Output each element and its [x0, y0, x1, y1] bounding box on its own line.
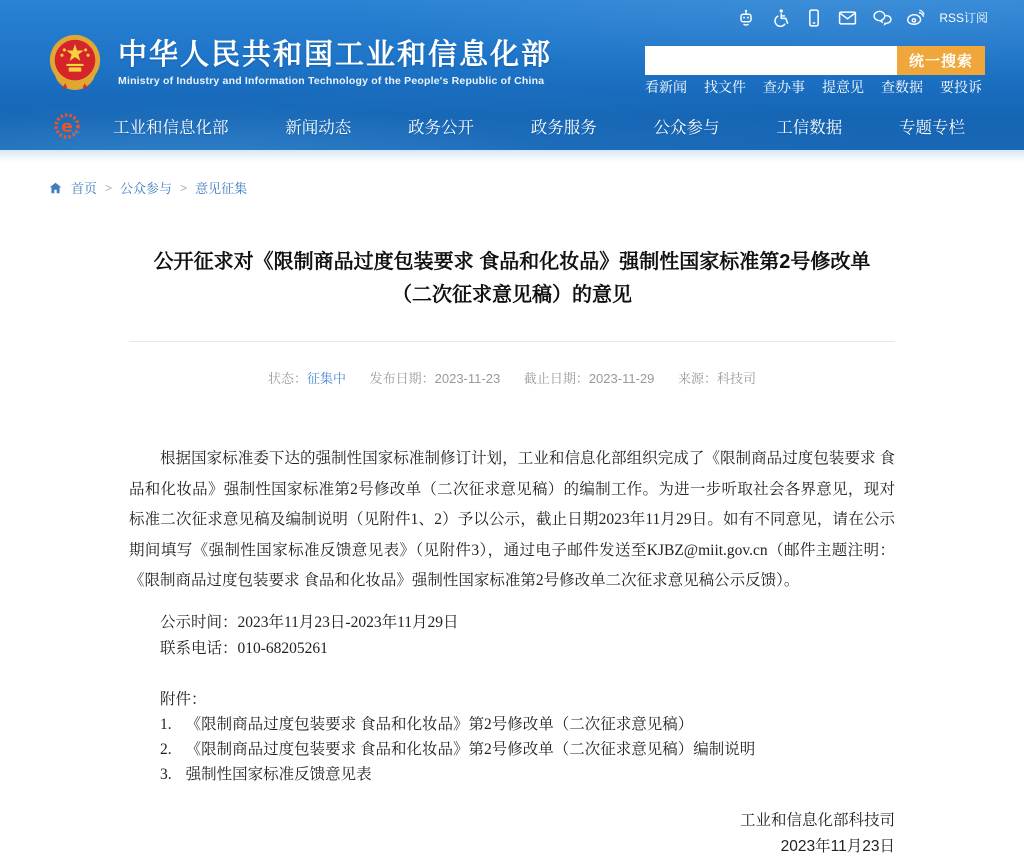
- site-banner: [0, 0, 1024, 150]
- main-nav: [0, 102, 1024, 150]
- breadcrumb-home[interactable]: 首页: [71, 181, 98, 196]
- mobile-icon[interactable]: [803, 7, 824, 28]
- attachment-item-1[interactable]: 1. 《限制商品过度包装要求 食品和化妆品》第2号修改单（二次征求意见稿）: [160, 715, 694, 733]
- brand: [46, 33, 552, 91]
- meta-source: 来源：科技司: [678, 371, 757, 386]
- breadcrumb: [48, 178, 1024, 197]
- nav-item-gov-service[interactable]: 政务服务: [530, 119, 597, 137]
- nav-item-gov-open[interactable]: 政务公开: [408, 119, 474, 137]
- nav-item-miit[interactable]: 工业和信息化部: [113, 119, 229, 137]
- contact-phone-line: 联系电话：010-68205261: [160, 639, 328, 657]
- meta-status: 状态：征集中: [267, 371, 346, 386]
- search-input[interactable]: [645, 46, 897, 75]
- notice-time-line: 公示时间：2023年11月23日-2023年11月29日: [160, 613, 459, 631]
- nav-item-public-participation[interactable]: 公众参与: [653, 119, 720, 137]
- svg-text:e: e: [61, 117, 73, 137]
- attachment-link-3[interactable]: 强制性国家标准反馈意见表: [185, 765, 372, 783]
- breadcrumb-public-participation[interactable]: 公众参与: [120, 181, 173, 196]
- meta-deadline-date: 截止日期：2023-11-29: [523, 371, 655, 386]
- article-title: [129, 246, 895, 312]
- article-title-line1: 公开征求对《限制商品过度包装要求 食品和化妆品》强制性国家标准第2号修改单: [153, 251, 871, 273]
- site-title: 中华人民共和国工业和信息化部: [118, 38, 553, 71]
- unified-search-button[interactable]: 统一搜索: [897, 46, 985, 75]
- wechat-icon[interactable]: [871, 7, 892, 28]
- title-divider: [129, 341, 895, 342]
- quick-link-news[interactable]: 看新闻: [645, 79, 687, 95]
- mail-icon[interactable]: [837, 7, 858, 28]
- signature-date: 2023年11月23日: [780, 837, 895, 855]
- national-emblem-icon: [46, 33, 104, 91]
- breadcrumb-separator: >: [180, 180, 188, 195]
- rss-subscribe-link[interactable]: RSS订阅: [939, 11, 988, 25]
- home-icon[interactable]: [48, 181, 63, 195]
- attachment-item-3[interactable]: 3. 强制性国家标准反馈意见表: [160, 765, 372, 783]
- topbar: [735, 7, 988, 28]
- attachment-item-2[interactable]: 2. 《限制商品过度包装要求 食品和化妆品》第2号修改单（二次征求意见稿）编制说明: [160, 740, 756, 758]
- miit-logo-icon: [52, 110, 84, 142]
- quick-link-suggest[interactable]: 提意见: [822, 79, 864, 95]
- attachments-section: [129, 687, 895, 787]
- banner-fade-strip: [0, 150, 1024, 162]
- meta-publish-date: 发布日期：2023-11-23: [369, 371, 501, 386]
- search-box: [645, 46, 985, 75]
- article-content: [129, 246, 895, 860]
- status-badge: 征集中: [306, 371, 346, 386]
- accessibility-icon[interactable]: [769, 7, 790, 28]
- signature-department: 工业和信息化部科技司: [739, 811, 895, 829]
- nav-item-special-topics[interactable]: 专题专栏: [899, 119, 965, 137]
- attachments-label: 附件：: [160, 690, 207, 708]
- attachment-link-2[interactable]: 《限制商品过度包装要求 食品和化妆品》第2号修改单（二次征求意见稿）编制说明: [185, 740, 756, 758]
- article-meta: [129, 368, 895, 387]
- weibo-icon[interactable]: [905, 7, 926, 28]
- attachment-link-1[interactable]: 《限制商品过度包装要求 食品和化妆品》第2号修改单（二次征求意见稿）: [185, 715, 694, 733]
- article-title-line2: （二次征求意见稿）的意见: [392, 284, 632, 306]
- quick-link-affairs[interactable]: 查办事: [763, 79, 805, 95]
- quick-links: [645, 77, 982, 97]
- quick-link-complaint[interactable]: 要投诉: [940, 79, 982, 95]
- quick-link-data[interactable]: 查数据: [881, 79, 923, 95]
- site-subtitle-en: Ministry of Industry and Information Technology of the People's Republic of China: [118, 74, 545, 87]
- quick-link-files[interactable]: 找文件: [704, 79, 746, 95]
- nav-item-industry-data[interactable]: 工信数据: [776, 119, 843, 137]
- breadcrumb-opinion-collection[interactable]: 意见征集: [195, 181, 248, 196]
- breadcrumb-separator: >: [105, 180, 113, 195]
- article-paragraph: 根据国家标准委下达的强制性国家标准制修订计划，工业和信息化部组织完成了《限制商品过度包装要求 食品和化妆品》强制性国家标准第2号修改单（二次征求意见稿）的编制工作。为进一步听取社会各界意见，现对标准二次征求意见稿及编制说明（见附件1、2）予以公示，截止日期2023年11月29日。如有不同意见，请在公示期间填写《强制性国家标准反馈意见表》（见附件3），通过电子邮件发送至KJBZ@miit.gov.cn（邮件主题注明：《限制商品过度包装要求 食品和化妆品》强制性国家标准第2号修改单二次征求意见稿公示反馈）。: [129, 450, 895, 589]
- robot-icon[interactable]: [735, 7, 756, 28]
- nav-item-news[interactable]: 新闻动态: [285, 119, 352, 137]
- signature-block: [129, 808, 895, 860]
